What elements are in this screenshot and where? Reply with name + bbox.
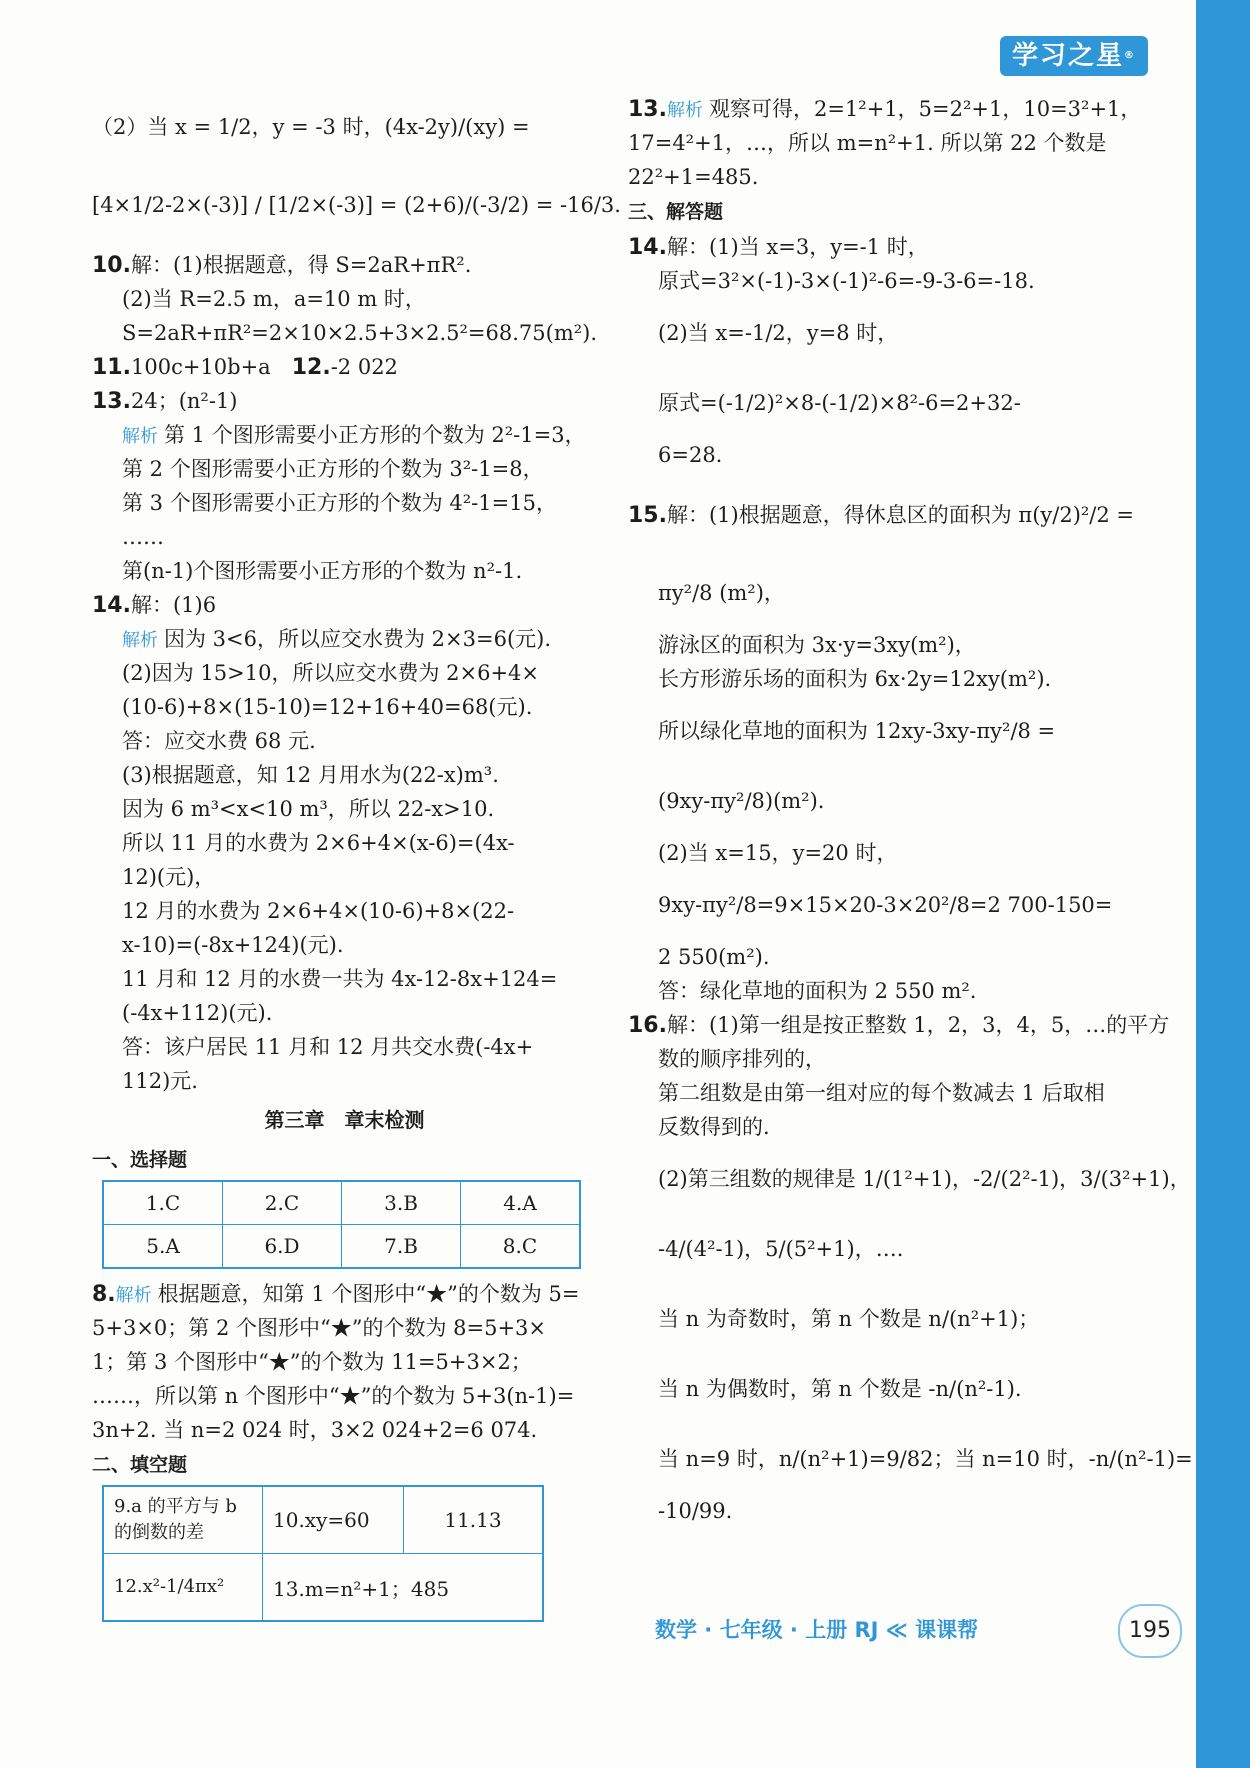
text-line: (2)第三组数的规律是 1/(1²+1)，-2/(2²-1)，3/(3²+1)， (658, 1167, 1191, 1191)
table-cell: 2.C (223, 1181, 342, 1225)
choice-answer-table (102, 1180, 581, 1269)
text-line: （2）当 x = 1/2，y = -3 时，(4x-2y)/(xy) = (92, 115, 530, 139)
text-line: 原式=3²×(-1)-3×(-1)²-6=-9-3-6=-18. (658, 269, 1035, 293)
answer-11-12: 11.100c+10b+a 12.-2 022 (92, 355, 398, 380)
text-line: ……，所以第 n 个图形中“★”的个数为 5+3(n-1)= (92, 1384, 575, 1408)
right-edge-band (1196, 0, 1250, 1768)
text-line: (10-6)+8×(15-10)=12+16+40=68(元). (122, 695, 533, 719)
text-line: 11 月和 12 月的水费一共为 4x-12-8x+124= (122, 967, 558, 991)
text-line: 所以 11 月的水费为 2×6+4×(x-6)=(4x- (122, 831, 515, 855)
table-cell: 6.D (223, 1225, 342, 1269)
text-line: 当 n=9 时，n/(n²+1)=9/82；当 n=10 时，-n/(n²-1)= (658, 1447, 1193, 1471)
text-line: 6=28. (658, 443, 723, 467)
text-line: 17=4²+1，…，所以 m=n²+1. 所以第 22 个数是 (628, 131, 1107, 155)
table-cell: 13.m=n²+1；485 (263, 1554, 544, 1622)
table-cell: 12.x²-1/4πx² (103, 1554, 263, 1622)
text-line: 游泳区的面积为 3x·y=3xy(m²)， (658, 633, 976, 657)
analysis-tag: 解析 (115, 1285, 152, 1306)
text-line: 答：应交水费 68 元. (122, 729, 316, 753)
analysis-tag: 解析 (122, 426, 158, 447)
text-line: x-10)=(-8x+124)(元). (122, 933, 344, 957)
text-line: πy²/8 (m²)， (658, 581, 785, 605)
text-line: (2)当 x=15，y=20 时， (658, 841, 898, 865)
section-heading: 三、解答题 (628, 201, 724, 223)
table-cell: 7.B (342, 1225, 461, 1269)
text-line: 反数得到的. (658, 1115, 770, 1139)
text-line: 2 550(m²). (658, 945, 770, 969)
text-line: (2)当 R=2.5 m，a=10 m 时， (122, 287, 426, 311)
answer-14-right: 14.解：(1)当 x=3，y=-1 时， (628, 235, 929, 260)
answer-8: 8.解析 根据题意，知第 1 个图形中“★”的个数为 5= (92, 1282, 580, 1307)
brand-logo: 学习之星® (1000, 36, 1148, 76)
text-line: (3)根据题意，知 12 月用水为(22-x)m³. (122, 763, 499, 787)
answer-13-right: 13.解析 观察可得，2=1²+1，5=2²+1，10=3²+1， (628, 97, 1142, 122)
right-column (628, 92, 1193, 1528)
answer-16: 16.解：(1)第一组是按正整数 1，2，3，4，5，…的平方 (628, 1013, 1170, 1038)
left-column (92, 92, 621, 1630)
answer-10: 10.解：(1)根据题意，得 S=2aR+πR². (92, 253, 472, 278)
chapter-title: 第三章 章末检测 (264, 1108, 425, 1132)
answer-15: 15.解：(1)根据题意，得休息区的面积为 π(y/2)²/2 = (628, 503, 1135, 528)
text-line: 数的顺序排列的， (658, 1047, 826, 1071)
text-line: 答：绿化草地的面积为 2 550 m². (658, 979, 977, 1003)
text-line: 解析 第 1 个图形需要小正方形的个数为 2²-1=3， (122, 423, 586, 447)
answer-14: 14.解：(1)6 (92, 593, 217, 618)
text-line: 解析 因为 3<6，所以应交水费为 2×3=6(元). (122, 627, 552, 651)
fill-answer-table (102, 1485, 544, 1622)
text-line: 当 n 为偶数时，第 n 个数是 -n/(n²-1). (658, 1377, 1022, 1401)
text-line: 1；第 3 个图形中“★”的个数为 11=5+3×2； (92, 1350, 532, 1374)
text-line: (9xy-πy²/8)(m²). (658, 789, 825, 813)
text-line: S=2aR+πR²=2×10×2.5+3×2.5²=68.75(m²). (122, 321, 598, 345)
text-line: 答：该户居民 11 月和 12 月共交水费(-4x+ (122, 1035, 534, 1059)
answer-13: 13.24；(n²-1) (92, 389, 238, 414)
text-line: 12)(元)， (122, 865, 216, 889)
text-line: …… (122, 525, 164, 549)
table-cell: 11.13 (404, 1486, 544, 1554)
text-line: 9xy-πy²/8=9×15×20-3×20²/8=2 700-150= (658, 893, 1113, 917)
text-line: -4/(4²-1)，5/(5²+1)，…. (658, 1237, 904, 1261)
text-line: 第(n-1)个图形需要小正方形的个数为 n²-1. (122, 559, 523, 583)
analysis-tag: 解析 (122, 630, 158, 651)
text-line: 3n+2. 当 n=2 024 时，3×2 024+2=6 074. (92, 1418, 538, 1442)
text-line: 因为 6 m³<x<10 m³，所以 22-x>10. (122, 797, 495, 821)
page-number: 195 (1118, 1604, 1182, 1658)
text-line: 112)元. (122, 1069, 198, 1093)
text-line: 第二组数是由第一组对应的每个数减去 1 后取相 (658, 1081, 1105, 1105)
text-line: 5+3×0；第 2 个图形中“★”的个数为 8=5+3× (92, 1316, 547, 1340)
text-line: 原式=(-1/2)²×8-(-1/2)×8²-6=2+32- (658, 391, 1021, 415)
text-line: 22²+1=485. (628, 165, 759, 189)
text-line: 12 月的水费为 2×6+4×(10-6)+8×(22- (122, 899, 515, 923)
text-line: 当 n 为奇数时，第 n 个数是 n/(n²+1)； (658, 1307, 1040, 1331)
table-cell: 1.C (103, 1181, 223, 1225)
text-line: 第 3 个图形需要小正方形的个数为 4²-1=15， (122, 491, 557, 515)
text-line: 长方形游乐场的面积为 6x·2y=12xy(m²). (658, 667, 1052, 691)
analysis-tag: 解析 (666, 100, 703, 121)
table-cell: 8.C (461, 1225, 581, 1269)
text-line: (2)当 x=-1/2，y=8 时， (658, 321, 899, 345)
text-line: (2)因为 15>10，所以应交水费为 2×6+4× (122, 661, 540, 685)
text-line: -10/99. (658, 1499, 733, 1523)
table-cell: 10.xy=60 (263, 1486, 404, 1554)
text-line: (-4x+112)(元). (122, 1001, 273, 1025)
text-line: 第 2 个图形需要小正方形的个数为 3²-1=8， (122, 457, 544, 481)
text-line: [4×1/2-2×(-3)] / [1/2×(-3)] = (2+6)/(-3/2) = -16/3. (92, 193, 621, 217)
text-line: 所以绿化草地的面积为 12xy-3xy-πy²/8 = (658, 719, 1056, 743)
table-cell: 4.A (461, 1181, 581, 1225)
table-cell: 5.A (103, 1225, 223, 1269)
section-heading: 一、选择题 (92, 1149, 188, 1171)
section-heading: 二、填空题 (92, 1454, 188, 1476)
table-cell: 9.a 的平方与 b 的倒数的差 (103, 1486, 263, 1554)
footer-book-title: 数学 · 七年级 · 上册 RJ ≪ 课课帮 (655, 1618, 979, 1642)
table-cell: 3.B (342, 1181, 461, 1225)
